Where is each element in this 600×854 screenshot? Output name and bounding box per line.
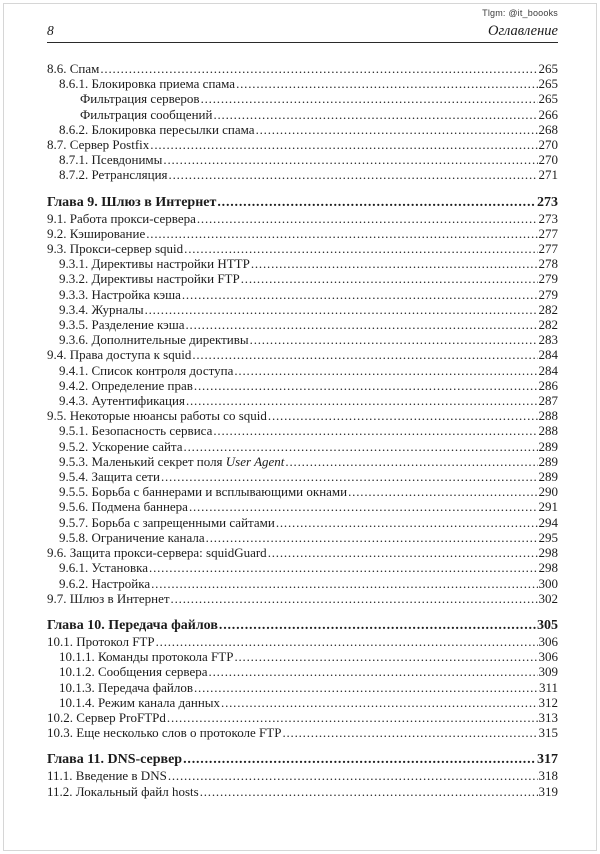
toc-entry-page: 273 (537, 194, 558, 210)
toc-entry-title: 9.7. Шлюз в Интернет (47, 590, 170, 606)
toc-entry-title: 10.1.4. Режим канала данных (59, 694, 221, 710)
toc-entry (47, 107, 558, 122)
toc-entry (47, 408, 558, 423)
toc-entry (47, 469, 558, 484)
toc-entry-page: 268 (538, 121, 558, 137)
toc-entry-title: 10.1.2. Сообщения сервера (59, 664, 208, 680)
toc-dot-leader (197, 211, 538, 226)
toc-dot-leader (161, 469, 538, 484)
toc-entry-page: 287 (538, 393, 558, 409)
toc-entry-title: 8.7.2. Ретрансляция (59, 167, 168, 183)
toc-dot-leader (184, 241, 537, 256)
toc-entry-title: 9.3. Прокси-сервер squid (47, 241, 184, 257)
toc-entry-page: 284 (538, 362, 558, 378)
toc-entry (47, 317, 558, 332)
toc-dot-leader (156, 634, 538, 649)
toc-entry-page: 266 (538, 106, 558, 122)
toc-entry-page: 317 (537, 752, 558, 768)
toc-dot-leader (201, 91, 538, 106)
toc-dot-leader (282, 725, 537, 740)
toc-dot-leader (200, 784, 538, 799)
toc-entry-title: 8.7.1. Псевдонимы (59, 152, 163, 168)
toc-entry-page: 284 (538, 347, 558, 363)
toc-dot-leader (234, 649, 537, 664)
toc-entry-page: 288 (538, 423, 558, 439)
toc-entry (47, 393, 558, 408)
toc-entry-title: 9.2. Кэширование (47, 225, 146, 241)
toc-entry (47, 256, 558, 271)
toc-entry-title: Глава 10. Передача файлов (47, 617, 218, 633)
toc-entry (47, 751, 558, 768)
toc-entry-title-italic: User Agent (225, 453, 285, 469)
toc-entry-title: 9.1. Работа прокси-сервера (47, 210, 196, 226)
toc-dot-leader (194, 680, 538, 695)
toc-entry-page: 298 (538, 560, 558, 576)
toc-dot-leader (268, 545, 538, 560)
toc-dot-leader (250, 332, 538, 347)
toc-entry-page: 271 (538, 167, 558, 183)
toc-dot-leader (182, 287, 538, 302)
toc-entry-page: 309 (538, 664, 558, 680)
toc-entry-page: 270 (538, 152, 558, 168)
toc-entry-title: 9.4. Права доступа к squid (47, 347, 192, 363)
toc-entry (47, 167, 558, 182)
telegram-watermark: Tlgm: @it_boooks (482, 8, 558, 18)
toc-entry (47, 768, 558, 783)
toc-entry-title: 9.5.1. Безопасность сервиса (59, 423, 213, 439)
toc-entry-title: 9.4.2. Определение прав (59, 377, 193, 393)
toc-entry (47, 287, 558, 302)
toc-entry-title: 9.3.3. Настройка кэша (59, 286, 181, 302)
toc-dot-leader (145, 302, 538, 317)
toc-entry-title: 8.6.1. Блокировка приема спама (59, 76, 236, 92)
toc-entry-title: Фильтрация сообщений (80, 106, 213, 122)
toc-entry-title: 9.4.1. Список контроля доступа (59, 362, 234, 378)
toc-entry (47, 617, 558, 634)
toc-dot-leader (219, 617, 536, 634)
toc-dot-leader (251, 256, 538, 271)
toc-entry (47, 122, 558, 137)
toc-entry (47, 664, 558, 679)
toc-dot-leader (168, 768, 538, 783)
toc-dot-leader (189, 499, 538, 514)
toc-dot-leader (167, 710, 538, 725)
toc-dot-leader (194, 378, 538, 393)
toc-entry-title: 9.5.8. Ограничение канала (59, 529, 205, 545)
toc-entry-page: 312 (538, 694, 558, 710)
toc-entry (47, 332, 558, 347)
toc-entry-title: 8.6. Спам (47, 61, 100, 76)
toc-entry-title: 10.1. Протокол FTP (47, 633, 155, 649)
toc-entry (47, 530, 558, 545)
toc-entry-title: 9.5.5. Борьба с баннерами и всплывающими окнами (59, 484, 348, 500)
running-head (47, 23, 558, 40)
toc-dot-leader (169, 167, 538, 182)
toc-entry-page: 302 (538, 590, 558, 606)
toc-entry (47, 241, 558, 256)
toc-entry-title: 9.6.2. Настройка (59, 575, 151, 591)
toc-dot-leader (256, 122, 538, 137)
toc-entry (47, 576, 558, 591)
toc-dot-leader (285, 454, 537, 469)
toc-entry (47, 560, 558, 575)
toc-entry-page: 289 (538, 453, 558, 469)
toc-entry-title: 10.1.3. Передача файлов (59, 679, 193, 695)
toc-entry (47, 152, 558, 167)
toc-entry (47, 649, 558, 664)
toc-entry-page: 300 (538, 575, 558, 591)
toc-entry (47, 499, 558, 514)
toc-entry-title: Фильтрация серверов (80, 91, 200, 107)
toc-entry-title: 11.2. Локальный файл hosts (47, 783, 199, 799)
toc-dot-leader (186, 393, 538, 408)
toc-entry-page: 289 (538, 438, 558, 454)
toc-entry-page: 279 (538, 286, 558, 302)
toc-entry-page: 282 (538, 301, 558, 317)
toc-entry-title: 9.3.1. Директивы настройки HTTP (59, 256, 250, 272)
toc-dot-leader (184, 439, 538, 454)
toc-dot-leader (234, 363, 537, 378)
toc-entry (47, 515, 558, 530)
toc-entry-page: 288 (538, 408, 558, 424)
toc-dot-leader (241, 271, 538, 286)
table-of-contents (47, 61, 558, 799)
toc-entry-page: 265 (538, 91, 558, 107)
toc-dot-leader (213, 107, 537, 122)
toc-entry (47, 439, 558, 454)
toc-entry-page: 306 (538, 633, 558, 649)
toc-dot-leader (213, 423, 537, 438)
toc-entry-page: 315 (538, 725, 558, 741)
toc-entry-title: 9.5.4. Защита сети (59, 469, 160, 485)
toc-entry-page: 313 (538, 709, 558, 725)
toc-entry-title: 9.5.7. Борьба с запрещенными сайтами (59, 514, 275, 530)
header-rule (47, 42, 558, 43)
toc-entry-title: 9.3.5. Разделение кэша (59, 317, 185, 333)
toc-entry (47, 591, 558, 606)
toc-entry (47, 725, 558, 740)
toc-entry-page: 291 (538, 499, 558, 515)
toc-entry-title: 10.3. Еще несколько слов о протоколе FTP (47, 725, 282, 741)
toc-entry (47, 545, 558, 560)
toc-entry-title: 9.3.4. Журналы (59, 301, 144, 317)
toc-entry (47, 347, 558, 362)
toc-entry-page: 278 (538, 256, 558, 272)
toc-entry (47, 194, 558, 211)
toc-entry-title: 9.6.1. Установка (59, 560, 149, 576)
toc-dot-leader (236, 76, 537, 91)
toc-entry (47, 695, 558, 710)
toc-entry-title: 10.1.1. Команды протокола FTP (59, 649, 234, 665)
toc-dot-leader (268, 408, 538, 423)
toc-entry-title: 9.3.6. Дополнительные директивы (59, 332, 249, 348)
toc-dot-leader (150, 137, 537, 152)
toc-entry-title: 9.5.3. Маленький секрет поля User Agent (59, 453, 285, 469)
toc-entry-page: 295 (538, 529, 558, 545)
toc-entry (47, 484, 558, 499)
toc-entry (47, 271, 558, 286)
toc-dot-leader (206, 530, 538, 545)
toc-dot-leader (183, 751, 536, 768)
toc-entry-title: 9.6. Защита прокси-сервера: squidGuard (47, 545, 267, 561)
toc-entry (47, 454, 558, 469)
toc-dot-leader (221, 695, 537, 710)
toc-entry-page: 286 (538, 377, 558, 393)
toc-entry-page: 294 (538, 514, 558, 530)
toc-entry (47, 61, 558, 76)
toc-dot-leader (185, 317, 537, 332)
toc-dot-leader (209, 664, 538, 679)
toc-entry (47, 378, 558, 393)
toc-dot-leader (151, 576, 537, 591)
toc-entry-page: 283 (538, 332, 558, 348)
toc-entry (47, 680, 558, 695)
toc-entry (47, 211, 558, 226)
toc-entry-title: 8.6.2. Блокировка пересылки спама (59, 121, 255, 137)
toc-dot-leader (149, 560, 537, 575)
toc-entry-page: 319 (538, 783, 558, 799)
toc-entry (47, 137, 558, 152)
toc-entry-page: 298 (538, 545, 558, 561)
page-number: 8 (47, 23, 54, 38)
toc-entry-page: 277 (538, 241, 558, 257)
toc-dot-leader (348, 484, 537, 499)
toc-entry-title: 10.2. Сервер ProFTPd (47, 709, 166, 725)
toc-entry (47, 710, 558, 725)
toc-dot-leader (163, 152, 537, 167)
toc-entry-page: 277 (538, 225, 558, 241)
toc-dot-leader (192, 347, 537, 362)
toc-entry (47, 784, 558, 799)
toc-entry-page: 289 (538, 469, 558, 485)
toc-entry-page: 290 (538, 484, 558, 500)
toc-dot-leader (217, 194, 536, 211)
toc-dot-leader (146, 226, 537, 241)
toc-entry-title: 9.5. Некоторые нюансы работы со squid (47, 408, 267, 424)
toc-entry-page: 318 (538, 768, 558, 784)
toc-entry-title: 8.7. Сервер Postfix (47, 137, 150, 153)
toc-entry-page: 265 (538, 76, 558, 92)
toc-entry (47, 302, 558, 317)
toc-entry (47, 91, 558, 106)
toc-entry (47, 423, 558, 438)
toc-entry-page: 306 (538, 649, 558, 665)
toc-entry-title: 9.5.6. Подмена баннера (59, 499, 188, 515)
toc-entry-page: 270 (538, 137, 558, 153)
toc-dot-leader (171, 591, 538, 606)
toc-entry-title: 9.3.2. Директивы настройки FTP (59, 271, 240, 287)
toc-entry-page: 311 (538, 679, 558, 695)
toc-entry-page: 265 (538, 61, 558, 76)
toc-entry-page: 273 (538, 210, 558, 226)
toc-entry-page: 279 (538, 271, 558, 287)
running-title: Оглавление (488, 23, 558, 39)
toc-entry-title: 11.1. Введение в DNS (47, 768, 167, 784)
toc-entry-title: Глава 11. DNS-сервер (47, 752, 183, 768)
toc-entry-page: 282 (538, 317, 558, 333)
toc-entry (47, 226, 558, 241)
toc-entry-title: Глава 9. Шлюз в Интернет (47, 194, 217, 210)
toc-dot-leader (100, 61, 537, 76)
toc-entry (47, 76, 558, 91)
toc-dot-leader (276, 515, 538, 530)
toc-entry (47, 634, 558, 649)
toc-entry-title: 9.5.2. Ускорение сайта (59, 438, 183, 454)
toc-entry-page: 305 (537, 617, 558, 633)
toc-entry-title: 9.4.3. Аутентификация (59, 393, 185, 409)
toc-entry (47, 363, 558, 378)
